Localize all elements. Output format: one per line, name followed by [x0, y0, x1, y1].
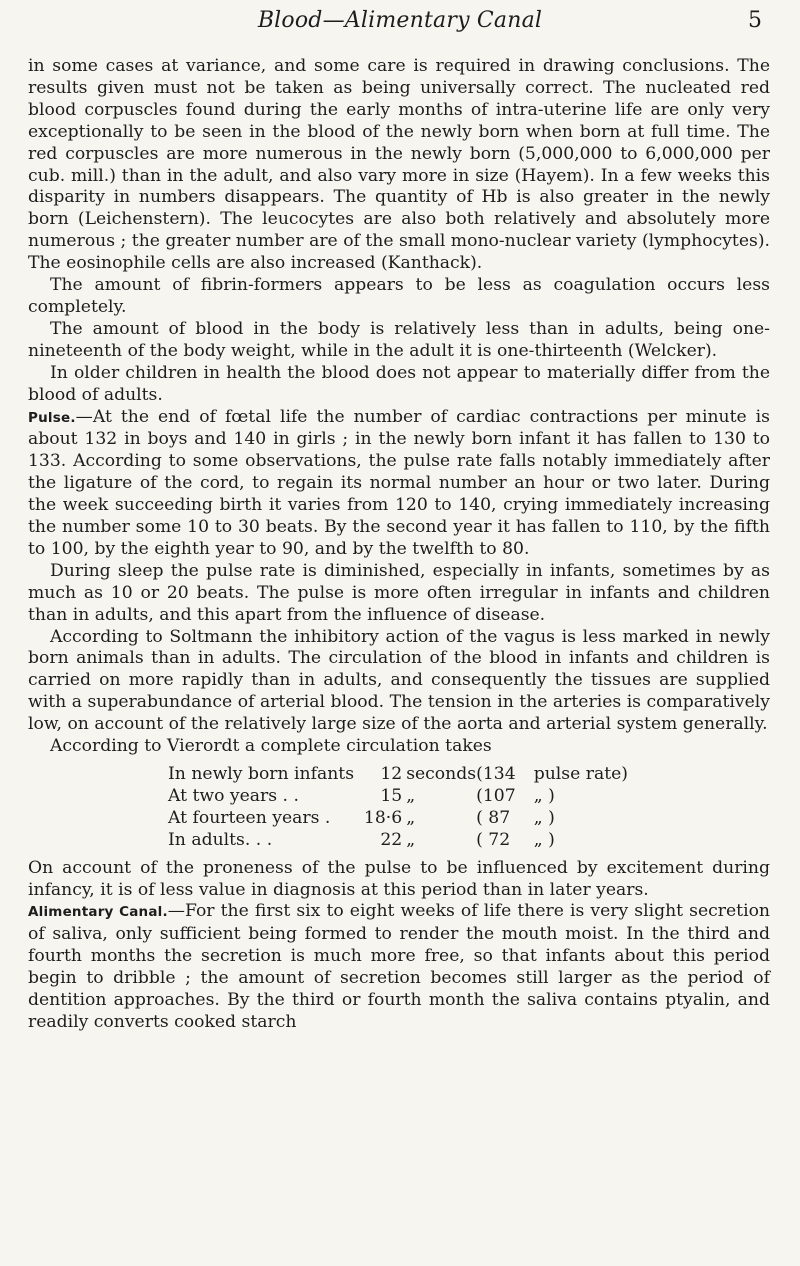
row-seconds: 15	[380, 785, 403, 806]
row-seconds: 22	[380, 829, 403, 850]
row-unit: „	[406, 807, 416, 828]
paragraph: According to Soltmann the inhibitory action of the vagus is less marked in newly born animals than in adults. The circulation of the blood in infants and children is carried on more rapidly than in adults, and consequently the tissues are supplied with a superabundance of arterial blood. The tension in the arteries is comparatively low, on account of the relatively large size of the aorta and arterial system generally.	[28, 626, 770, 735]
row-unit: seconds	[406, 764, 477, 784]
row-rate: ( 87	[476, 807, 511, 828]
section-heading-alimentary: Alimentary Canal.	[28, 904, 168, 921]
paragraph: On account of the proneness of the pulse to be influenced by excitement during infancy, it is of less value in diagnosis at this period than in later years.	[28, 857, 770, 900]
paragraph-pulse	[28, 407, 770, 561]
row-label: At fourteen years .	[168, 807, 331, 828]
paragraph: According to Vierordt a complete circulation takes	[50, 736, 492, 757]
row-rate-unit: pulse rate)	[533, 764, 628, 784]
table-row	[168, 808, 628, 830]
row-rate-unit: „ )	[533, 785, 555, 806]
table-row	[168, 830, 628, 852]
row-rate: (107	[476, 785, 516, 806]
row-seconds: 12	[380, 764, 403, 784]
page-header	[0, 8, 800, 38]
row-seconds: 18·6	[363, 807, 403, 828]
paragraph-text: —At the end of fœtal life the number of cardiac contractions per minute is about 132 in boys and 140 in girls ; in the newly born infant it has fallen to 130 to 133. According to some observations, the pulse rate falls notably immediately after the ligature of the cord, to regain its normal number an hour or two later. During the week succeeding birth it varies from 120 to 140, crying immediately increasing the number some 10 to 30 beats. By the second year it has fallen to 110, by the fifth to 100, by the eighth year to 90, and by the twelfth to 80.	[28, 406, 770, 559]
row-rate-unit: „ )	[533, 807, 555, 828]
paragraph: During sleep the pulse rate is diminished, especially in infants, sometimes by as much as 10 or 20 beats. The pulse is more often irregular in infants and children than in adults, and this apart from the influence of disease.	[28, 560, 770, 625]
paragraph: The amount of fibrin-formers appears to be less as coagulation occurs less completely.	[28, 275, 770, 317]
paragraph: The amount of blood in the body is relatively less than in adults, being one-nineteenth of the body weight, while in the adult it is one-thirteenth (Welcker).	[28, 318, 770, 361]
paragraph-alimentary	[28, 901, 770, 1033]
row-label: In newly born infants	[168, 764, 355, 784]
row-rate: ( 72	[476, 829, 511, 850]
paragraph: in some cases at variance, and some care is required in drawing conclusions. The results given must not be taken as being universally correct. The nucleated red blood corpuscles found during the early months of intra-uterine life are only very exceptionally to be seen in the blood of the newly born when born at full time. The red corpuscles are more numerous in the newly born (5,000,000 to 6,000,000 per cub. mill.) than in the adult, and also vary more in size (Hayem). In a few weeks this disparity in numbers disappears. The quantity of Hb is also greater in the newly born (Leichenstern). The leucocytes are also both relatively and absolutely more numerous ; the greater number are of the small mono-nuclear variety (lymphocytes). The eosinophile cells are also increased (Kanthack).	[28, 56, 770, 274]
row-label: In adults. . .	[168, 829, 273, 850]
table-row	[168, 786, 628, 808]
section-heading-pulse: Pulse.	[28, 409, 76, 426]
circulation-table	[168, 764, 628, 852]
row-label: At two years . .	[168, 785, 299, 806]
row-rate-unit: „ )	[533, 829, 555, 850]
running-title: Blood—Alimentary Canal	[257, 8, 543, 33]
table-row	[168, 764, 628, 786]
paragraph: In older children in health the blood does not appear to materially differ from the blood of adults.	[28, 362, 770, 405]
row-rate: (134	[476, 764, 516, 784]
row-unit: „	[406, 785, 416, 806]
page-number: 5	[748, 8, 762, 33]
paragraph-text: —For the first six to eight weeks of life there is very slight secretion of saliva, only sufficient being formed to render the mouth moist. In the third and fourth months the secretion is much more free, so that infants about this period begin to dribble ; the amount of secretion becomes still larger as the period of dentition approaches. By the third or fourth month the saliva contains ptyalin, and readily converts cooked starch	[28, 901, 770, 1032]
row-unit: „	[406, 829, 416, 850]
body-text	[28, 56, 770, 1034]
